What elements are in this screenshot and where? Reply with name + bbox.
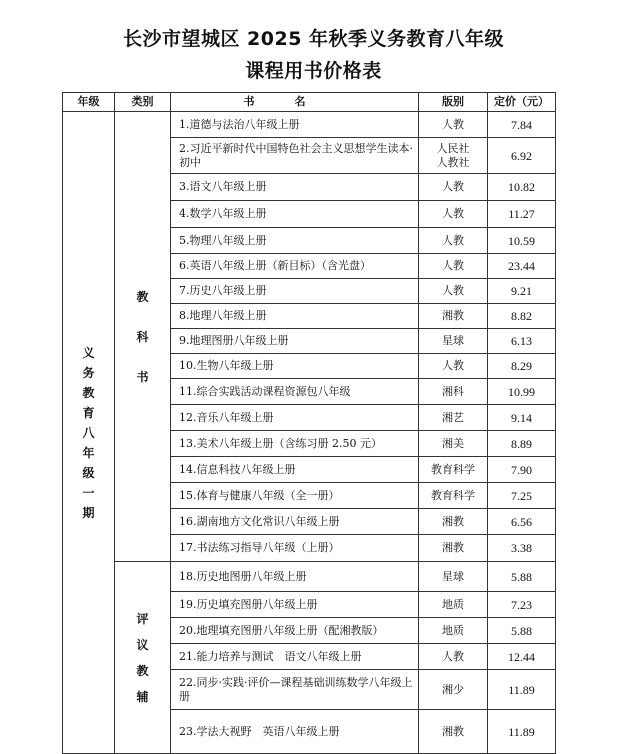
publisher: 人教 (419, 201, 488, 228)
book-name: 12.音乐八年级上册 (171, 405, 419, 431)
publisher: 湘科 (419, 379, 488, 405)
book-name (171, 670, 419, 710)
price: 3.38 (488, 535, 556, 562)
publisher: 湘教 (419, 509, 488, 535)
price: 6.56 (488, 509, 556, 535)
category-supplementary (115, 562, 171, 754)
header-book-name: 书名 (171, 93, 419, 112)
table-header-row (63, 93, 556, 112)
book-name: 11.综合实践活动课程资源包八年级 (171, 379, 419, 405)
publisher: 人教 (419, 174, 488, 201)
publisher: 湘艺 (419, 405, 488, 431)
publisher-text: 人民社人教社 (436, 141, 470, 169)
price: 7.25 (488, 483, 556, 509)
publisher: 人教 (419, 228, 488, 254)
price: 6.92 (488, 138, 556, 174)
publisher: 湘教 (419, 304, 488, 329)
price: 5.88 (488, 562, 556, 592)
book-name: 4.数学八年级上册 (171, 201, 419, 228)
book-name-text: 22.同步·实践·评价—课程基础训练数学八年级上册 (179, 675, 413, 703)
category-textbook (115, 112, 171, 562)
publisher: 湘教 (419, 535, 488, 562)
publisher: 人教 (419, 279, 488, 304)
price: 11.27 (488, 201, 556, 228)
header-category: 类别 (115, 93, 171, 112)
book-name (171, 138, 419, 174)
book-name: 23.学法大视野 英语八年级上册 (171, 710, 419, 754)
price: 7.84 (488, 112, 556, 138)
price: 9.21 (488, 279, 556, 304)
header-publisher: 版别 (419, 93, 488, 112)
book-name: 19.历史填充图册八年级上册 (171, 592, 419, 618)
publisher: 教育科学 (419, 483, 488, 509)
book-name: 1.道德与法治八年级上册 (171, 112, 419, 138)
page-subtitle: 课程用书价格表 (245, 60, 382, 82)
category-supplementary-label: 评议教辅 (136, 611, 149, 704)
publisher: 星球 (419, 329, 488, 354)
book-name: 14.信息科技八年级上册 (171, 457, 419, 483)
book-name: 8.地理八年级上册 (171, 304, 419, 329)
book-name: 5.物理八年级上册 (171, 228, 419, 254)
book-name: 13.美术八年级上册（含练习册 2.50 元） (171, 431, 419, 457)
price: 5.88 (488, 618, 556, 644)
price-table (62, 92, 556, 754)
publisher: 人教 (419, 112, 488, 138)
grade-cell (63, 112, 115, 754)
book-name: 16.湖南地方文化常识八年级上册 (171, 509, 419, 535)
publisher: 人教 (419, 354, 488, 379)
book-name: 21.能力培养与测试 语文八年级上册 (171, 644, 419, 670)
book-name: 17.书法练习指导八年级（上册） (171, 535, 419, 562)
header-price: 定价（元） (488, 93, 556, 112)
book-name: 18.历史地图册八年级上册 (171, 562, 419, 592)
price: 10.82 (488, 174, 556, 201)
header-grade: 年级 (63, 93, 115, 112)
price: 6.13 (488, 329, 556, 354)
price: 23.44 (488, 254, 556, 279)
book-name: 9.地理图册八年级上册 (171, 329, 419, 354)
publisher: 湘少 (419, 670, 488, 710)
book-name: 15.体育与健康八年级（全一册） (171, 483, 419, 509)
price: 10.59 (488, 228, 556, 254)
price: 8.89 (488, 431, 556, 457)
price: 8.29 (488, 354, 556, 379)
price: 11.89 (488, 670, 556, 710)
publisher: 人教 (419, 254, 488, 279)
book-name: 3.语文八年级上册 (171, 174, 419, 201)
publisher: 教育科学 (419, 457, 488, 483)
table-row (63, 562, 556, 592)
table-row (63, 112, 556, 138)
book-name: 6.英语八年级上册（新目标）（含光盘） (171, 254, 419, 279)
book-name-text: 2.习近平新时代中国特色社会主义思想学生读本·初中 (179, 141, 413, 169)
page-title: 长沙市望城区 2025 年秋季义务教育八年级 (122, 28, 505, 50)
price: 7.23 (488, 592, 556, 618)
publisher: 地质 (419, 618, 488, 644)
book-name: 10.生物八年级上册 (171, 354, 419, 379)
publisher: 地质 (419, 592, 488, 618)
price: 8.82 (488, 304, 556, 329)
price: 10.99 (488, 379, 556, 405)
price: 9.14 (488, 405, 556, 431)
publisher: 人教 (419, 644, 488, 670)
publisher (419, 138, 488, 174)
publisher: 湘美 (419, 431, 488, 457)
price: 11.89 (488, 710, 556, 754)
category-textbook-label: 教科书 (136, 289, 149, 384)
book-name: 7.历史八年级上册 (171, 279, 419, 304)
book-name: 20.地理填充图册八年级上册（配湘教版） (171, 618, 419, 644)
publisher: 星球 (419, 562, 488, 592)
price: 12.44 (488, 644, 556, 670)
price: 7.90 (488, 457, 556, 483)
grade-label: 义务教育八年级一期 (82, 345, 95, 520)
publisher: 湘教 (419, 710, 488, 754)
